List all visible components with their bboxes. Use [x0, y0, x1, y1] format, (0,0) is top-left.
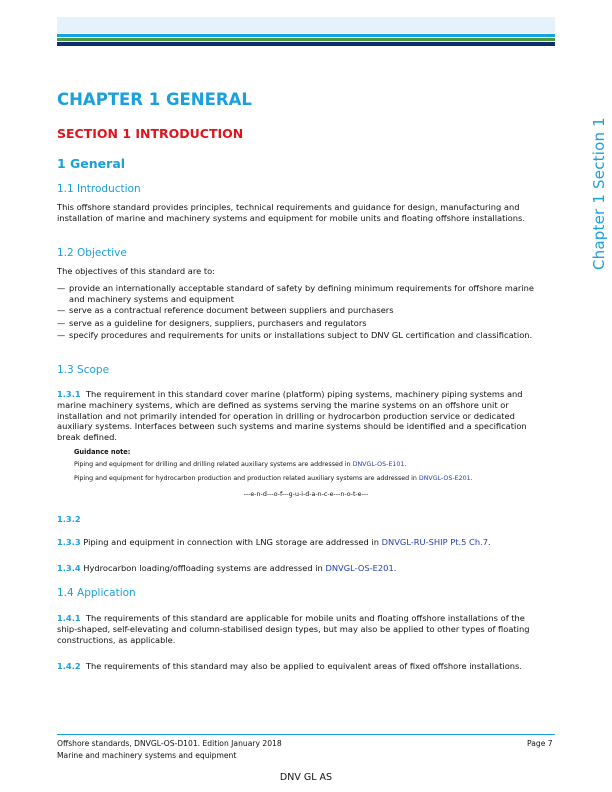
heading-objective: 1.2 Objective: [57, 247, 127, 259]
standard-link[interactable]: DNVGL-OS-E101: [352, 461, 405, 468]
standard-link[interactable]: DNVGL-RU-SHIP Pt.5 Ch.7: [381, 537, 488, 547]
clause-text: Piping and equipment in connection with LNG storage are addressed in: [83, 537, 382, 547]
application-paragraph-1: [57, 613, 537, 645]
header-stripe-navy: [57, 42, 555, 46]
clause-number: 1.3.3: [57, 537, 81, 547]
header-banner: [57, 17, 555, 33]
clause-number: 1.3.2: [57, 514, 81, 524]
guidance-text-end: .: [470, 475, 473, 482]
scope-paragraph-3: [57, 537, 537, 548]
clause-text: Hydrocarbon loading/offloading systems are addressed in: [83, 563, 326, 573]
clause-number: 1.4.2: [57, 661, 81, 671]
guidance-text: Piping and equipment for hydrocarbon production and production related auxiliary systems are addressed in: [74, 475, 419, 482]
footer-divider: [57, 734, 555, 735]
guidance-note-end: ---e-n-d---o-f---g-u-i-d-a-n-c-e---n-o-t-e---: [243, 491, 369, 498]
guidance-note-label: Guidance note:: [74, 448, 131, 456]
heading-application: 1.4 Application: [57, 587, 136, 599]
guidance-note-line: [74, 475, 534, 483]
header-stripe-green: [57, 38, 555, 41]
bullet-text: provide an internationally acceptable standard of safety by defining minimum requirements for offshore marine and machinery systems and equipment: [69, 283, 534, 304]
bullet-dash: —: [57, 318, 66, 328]
footer-document-title: Offshore standards, DNVGL-OS-D101. Edition January 2018: [57, 739, 282, 748]
clause-number: 1.4.1: [57, 613, 81, 623]
standard-link[interactable]: DNVGL-OS-E201: [418, 475, 471, 482]
guidance-text-end: .: [404, 461, 407, 468]
chapter-section-sidebar: [570, 100, 610, 280]
clause-text: The requirements of this standard may also be applied to equivalent areas of fixed offshore installations.: [85, 661, 522, 671]
footer-document-subtitle: Marine and machinery systems and equipment: [57, 751, 237, 760]
objective-bullet: [57, 330, 537, 341]
chapter-title: CHAPTER 1 GENERAL: [57, 90, 252, 109]
clause-text: The requirements of this standard are applicable for mobile units and floating offshore installations of the ship-shaped, self-elevating and column-stabilised design types, but may also be applied to other types of floating constructions, as applicable.: [57, 613, 530, 645]
objective-intro: The objectives of this standard are to:: [57, 266, 215, 276]
heading-scope: 1.3 Scope: [57, 364, 110, 376]
objective-bullet: [57, 283, 537, 305]
company-name: DNV GL AS: [279, 772, 333, 783]
header-stripe-blue: [57, 34, 555, 37]
sidebar-label: Chapter 1 Section 1: [590, 117, 608, 270]
bullet-dash: —: [57, 330, 66, 340]
clause-number: 1.3.1: [57, 389, 81, 399]
bullet-dash: —: [57, 305, 66, 315]
objective-bullet: [57, 305, 537, 316]
section-title: SECTION 1 INTRODUCTION: [57, 126, 244, 141]
guidance-text: Piping and equipment for drilling and drilling related auxiliary systems are addressed in: [74, 461, 353, 468]
heading-introduction: 1.1 Introduction: [57, 183, 141, 195]
application-paragraph-2: [57, 661, 537, 672]
standard-link[interactable]: DNVGL-OS-E201: [325, 563, 394, 573]
scope-paragraph-1: [57, 389, 537, 443]
bullet-text: serve as a guideline for designers, suppliers, purchasers and regulators: [69, 318, 367, 328]
guidance-note-line: [74, 461, 534, 469]
page-number: Page 7: [527, 739, 553, 748]
bullet-text: specify procedures and requirements for units or installations subject to DNV GL certification and classification.: [69, 330, 533, 340]
objective-bullet: [57, 318, 537, 329]
heading-general: 1 General: [57, 156, 126, 171]
introduction-paragraph: This offshore standard provides principles, technical requirements and guidance for design, manufacturing and installation of marine and machinery systems and equipment for mobile units and floating offshore installations.: [57, 202, 525, 223]
clause-text: The requirement in this standard cover marine (platform) piping systems, machinery piping systems and marine machinery systems, which are defined as systems serving the marine systems on an offshore unit or installation and not primarily intended for operation in drilling or hydrocarbon production service or dedicated auxiliary systems. Interfaces between such systems and marine systems should be identified and a specification break defined.: [57, 389, 527, 443]
clause-number: 1.3.4: [57, 563, 81, 573]
clause-text-end: .: [488, 537, 491, 547]
bullet-text: serve as a contractual reference document between suppliers and purchasers: [69, 305, 394, 315]
scope-paragraph-2: [57, 514, 537, 525]
scope-paragraph-4: [57, 563, 537, 574]
bullet-dash: —: [57, 283, 66, 293]
clause-text-end: .: [393, 563, 397, 573]
